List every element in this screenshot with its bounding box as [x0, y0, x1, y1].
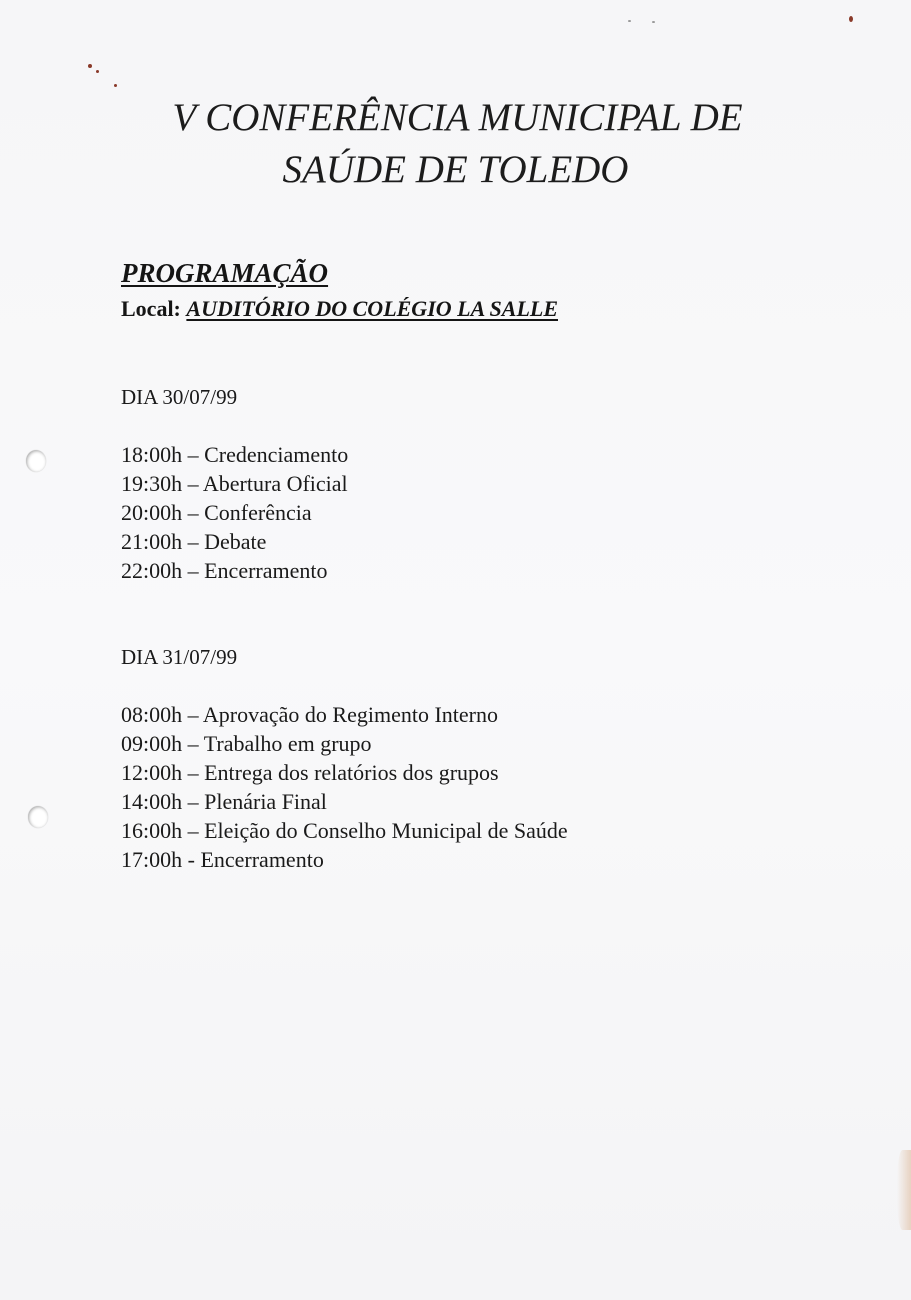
schedule-item: 22:00h – Encerramento — [121, 558, 328, 583]
document-title — [0, 92, 911, 196]
schedule-item: 16:00h – Eleição do Conselho Municipal de Saúde — [121, 818, 568, 843]
day-heading-1: DIA 30/07/99 — [121, 385, 238, 409]
schedule-item: 09:00h – Trabalho em grupo — [121, 731, 372, 756]
location-value: AUDITÓRIO DO COLÉGIO LA SALLE — [186, 296, 558, 321]
location-label: Local: — [121, 296, 181, 321]
day-heading-2: DIA 31/07/99 — [121, 645, 238, 669]
ink-speck — [849, 16, 853, 22]
ink-speck — [96, 70, 99, 73]
location-line — [121, 296, 558, 322]
schedule-item: 14:00h – Plenária Final — [121, 789, 327, 814]
ink-speck — [88, 64, 92, 68]
ink-speck — [114, 84, 117, 87]
title-line-1: V CONFERÊNCIA MUNICIPAL DE — [172, 96, 743, 139]
schedule-item: 21:00h – Debate — [121, 529, 267, 554]
ink-speck — [652, 21, 655, 23]
schedule-item: 19:30h – Abertura Oficial — [121, 471, 348, 496]
punch-hole-top — [26, 450, 46, 472]
schedule-item: 17:00h - Encerramento — [121, 847, 324, 872]
schedule-item: 20:00h – Conferência — [121, 500, 312, 525]
schedule-item: 08:00h – Aprovação do Regimento Interno — [121, 702, 498, 727]
paper-stain — [897, 1150, 911, 1230]
schedule-item: 18:00h – Credenciamento — [121, 442, 349, 467]
title-line-2: SAÚDE DE TOLEDO — [282, 148, 629, 191]
ink-speck — [628, 20, 631, 22]
punch-hole-bottom — [28, 806, 48, 828]
programacao-heading: PROGRAMAÇÃO — [121, 258, 329, 288]
schedule-item: 12:00h – Entrega dos relatórios dos grupos — [121, 760, 499, 785]
schedule-day-2 — [121, 700, 568, 874]
schedule-day-1 — [121, 440, 348, 585]
